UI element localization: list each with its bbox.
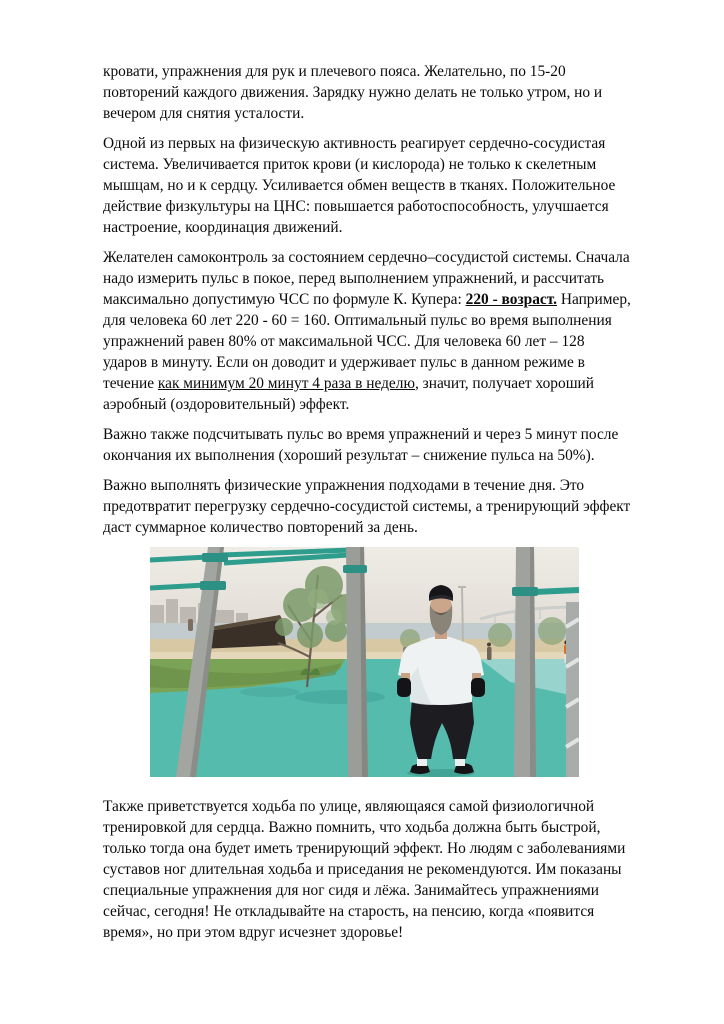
paragraph-6 (103, 796, 632, 943)
document-body (103, 61, 632, 952)
paragraph-4-text: Важно также подсчитывать пульс во время упражнений и через 5 минут после окончания их выполнения (хороший результат – снижение пульса на 50%). (103, 426, 619, 464)
paragraph-4 (103, 424, 632, 466)
paragraph-2 (103, 133, 632, 238)
paragraph-5 (103, 475, 632, 538)
paragraph-1-text: кровати, упражнения для рук и плечевого пояса. Желательно, по 15-20 повторений каждого движения. Зарядку нужно делать не только утром, но и вечером для снятия усталости. (103, 63, 603, 122)
paragraph-6-text: Также приветствуется ходьба по улице, являющаяся самой физиологичной тренировкой для сердца. Важно помнить, что ходьба должна быть быстрой, только тогда она будет иметь тренирующий эффект. Но людям с заболеваниями суставов ног длительная ходьба и приседания не рекомендуются. Им показаны специальные упражнения для ног сидя и лёжа. Занимайтесь упражнениями сейчас, сегодня! Не откладывайте на старость, на пенсию, когда «появится время», но при этом вдруг исчезнет здоровье! (103, 798, 626, 941)
pole-far-right (566, 602, 579, 777)
underlined-duration-phrase: как минимум 20 минут 4 раза в неделю (157, 375, 415, 392)
photo-outdoor-workout (150, 547, 579, 777)
paragraph-2-text: Одной из первых на физическую активность реагирует сердечно-сосудистая система. Увеличивается приток крови (и кислорода) не только к скелетным мышцам, но и к сердцу. Усиливается обмен веществ в тканях. Положительное действие физкультуры на ЦНС: повышается работоспособность, улучшается настроение, координация движений. (103, 135, 616, 236)
paragraph-3 (103, 247, 632, 415)
photo-illustration (150, 547, 579, 777)
glove-right (471, 678, 485, 697)
glove-left (397, 678, 411, 697)
formula-220-minus-age: 220 - возраст. (465, 291, 557, 308)
paragraph-3-text-start: Желателен самоконтроль за состоянием сердечно–сосудистой системы. Сначала надо измерить пульс в покое, перед выполнением упражнений, и рассчитать максимально допустимую ЧСС по формуле К. Купера: (103, 249, 630, 308)
paragraph-3-text-middle: Например, для человека 60 лет 220 - 60 = 160. Оптимальный пульс во время выполнения упражнений равен 80% от максимальной ЧСС. Для человека 60 лет – 128 ударов в минуту. Если он доводит и удерживает пульс в данном режиме в течение (103, 291, 631, 392)
paragraph-3-text-end: , значит, получает хороший аэробный (оздоровительный) эффект. (103, 375, 595, 413)
paragraph-1 (103, 61, 632, 124)
paragraph-5-text: Важно выполнять физические упражнения подходами в течение дня. Это предотвратит перегрузку сердечно-сосудистой системы, а тренирующий эффект даст суммарное количество повторений за день. (103, 477, 631, 536)
small-figure-left (188, 619, 193, 631)
